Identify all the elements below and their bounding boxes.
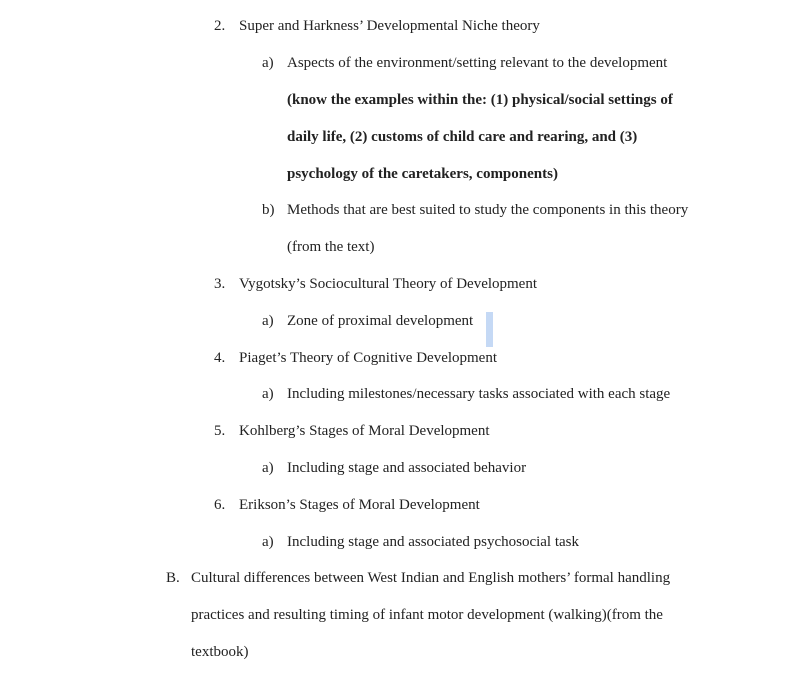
sub-item-2b-line-2: (from the text) [287, 239, 375, 255]
list-item-3-text: Vygotsky’s Sociocultural Theory of Development [239, 276, 538, 292]
text-cursor-highlight [486, 312, 493, 347]
sub-item-2a-line-2: (know the examples within the: (1) physical/social settings of [287, 92, 673, 108]
list-item-4-text: Piaget’s Theory of Cognitive Development [239, 350, 498, 366]
list-marker-4: 4. [214, 350, 226, 366]
sub-marker-6a: a) [262, 534, 274, 550]
list-marker-3: 3. [214, 276, 226, 292]
sub-item-5a-line-1: Including stage and associated behavior [287, 460, 527, 476]
sub-item-2a-line-3: daily life, (2) customs of child care and rearing, and (3) [287, 129, 638, 145]
list-marker-5: 5. [214, 423, 226, 439]
section-marker-b: B. [166, 570, 180, 586]
sub-item-2a-line-1: Aspects of the environment/setting relevant to the development [287, 55, 668, 71]
sub-marker-2a: a) [262, 55, 274, 71]
list-item-5-text: Kohlberg’s Stages of Moral Development [239, 423, 490, 439]
list-item-2-text: Super and Harkness’ Developmental Niche theory [239, 18, 540, 34]
list-item-6-text: Erikson’s Stages of Moral Development [239, 497, 480, 513]
list-marker-6: 6. [214, 497, 226, 513]
section-b-line-2: practices and resulting timing of infant motor development (walking)(from the [191, 607, 663, 623]
sub-item-2b-line-1: Methods that are best suited to study the components in this theory [287, 202, 689, 218]
sub-item-6a-line-1: Including stage and associated psychosocial task [287, 534, 580, 550]
sub-marker-2b: b) [262, 202, 275, 218]
sub-marker-5a: a) [262, 460, 274, 476]
section-b-line-3: textbook) [191, 644, 249, 660]
sub-item-2a-line-4: psychology of the caretakers, components) [287, 166, 558, 182]
sub-item-4a-line-1: Including milestones/necessary tasks associated with each stage [287, 386, 671, 402]
sub-item-3a-line-1: Zone of proximal development [287, 313, 474, 329]
sub-marker-4a: a) [262, 386, 274, 402]
sub-marker-3a: a) [262, 313, 274, 329]
section-b-line-1: Cultural differences between West Indian and English mothers’ formal handling [191, 570, 671, 586]
list-marker-2: 2. [214, 18, 226, 34]
